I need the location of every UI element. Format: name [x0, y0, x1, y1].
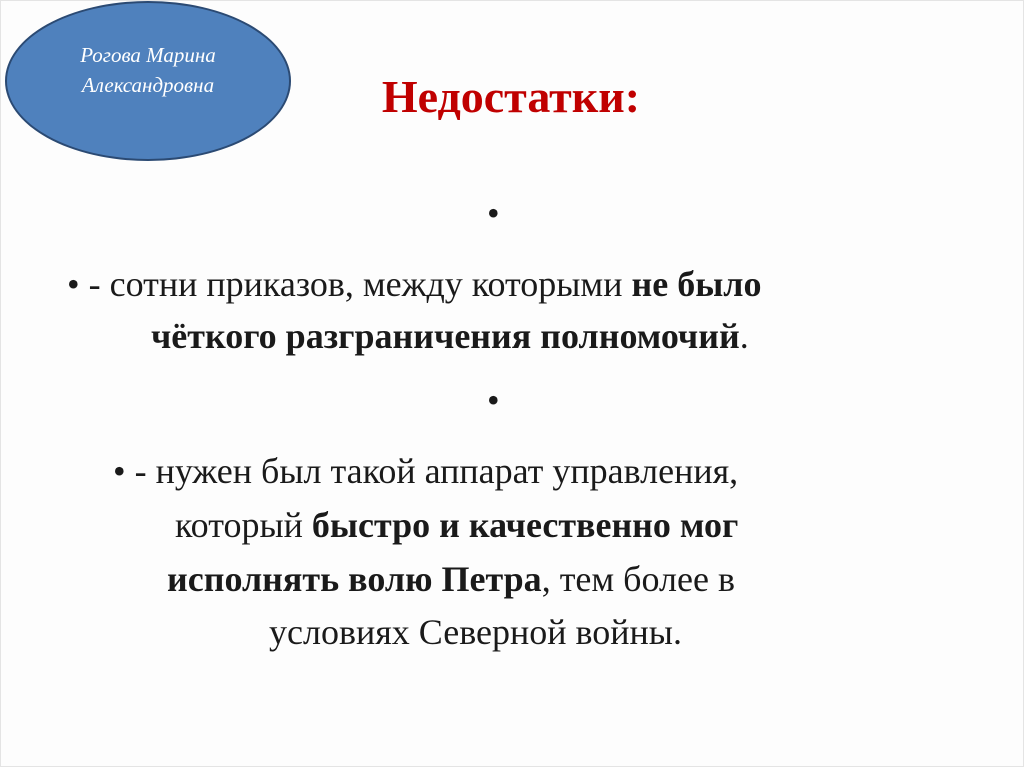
bullet-text: - сотни приказов, между которыми [88, 264, 632, 304]
bullet-item [113, 446, 738, 496]
bullet-emphasis: чёткого разграничения полномочий [151, 316, 740, 356]
bullet-text: . [739, 316, 749, 356]
empty-bullet [487, 375, 500, 425]
author-second-line: Александровна [81, 73, 215, 97]
bullet-continuation [269, 607, 682, 657]
bullet-continuation [151, 311, 749, 361]
slide-title: Недостатки: [381, 71, 641, 122]
bullet-emphasis: исполнять волю Петра [167, 559, 542, 599]
bullet-text: , тем более в [541, 559, 735, 599]
bullet-continuation [175, 500, 738, 550]
bullet-text: условиях Северной войны. [269, 612, 682, 652]
bullet-emphasis: не было [631, 264, 762, 304]
bullet-marker: • [487, 193, 500, 233]
bullet-marker: • [113, 451, 126, 491]
empty-bullet [487, 188, 500, 238]
bullet-marker: • [67, 264, 80, 304]
bullet-text: - нужен был такой аппарат управления, [134, 451, 739, 491]
author-first-line: Рогова Марина [80, 43, 216, 67]
bullet-marker: • [487, 380, 500, 420]
bullet-continuation [167, 554, 735, 604]
bullet-emphasis: быстро и качественно мог [311, 505, 739, 545]
bullet-item [67, 259, 762, 309]
slide-content [1, 1, 1024, 768]
bullet-text: который [175, 505, 312, 545]
